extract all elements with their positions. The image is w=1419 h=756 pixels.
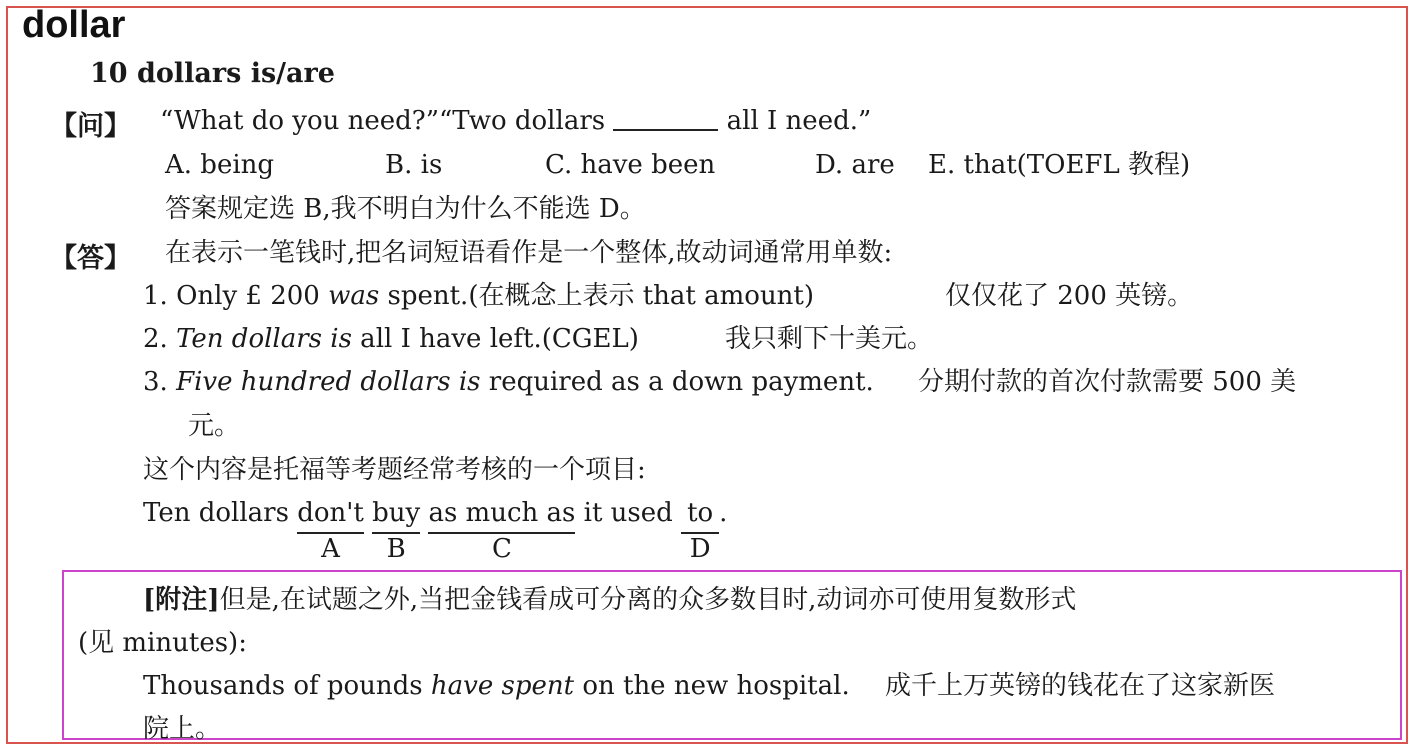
answer-label: 【答】	[50, 243, 131, 274]
example-2: 2. Ten dollars is all I have left.(CGEL)	[143, 324, 639, 354]
note-example-translation: 成千上万英镑的钱花在了这家新医	[885, 671, 1276, 701]
option-c: C. have been	[545, 150, 716, 180]
option-e: E. that(TOEFL 教程)	[928, 150, 1191, 180]
question-followup: 答案规定选 B,我不明白为什么不能选 D。	[165, 194, 646, 224]
usage-heading: 10 dollars is/are	[90, 58, 335, 89]
option-a: A. being	[165, 150, 275, 180]
headword: dollar	[22, 4, 126, 46]
note-text: [附注]但是,在试题之外,当把金钱看成可分离的众多数目时,动词亦可使用复数形式	[143, 585, 1077, 615]
example-3: 3. Five hundred dollars is required as a down payment.	[143, 367, 874, 397]
option-b: B. is	[385, 150, 443, 180]
underline-b: buy B	[372, 498, 421, 564]
note-example-translation-cont: 院上。	[143, 714, 222, 744]
note-example: Thousands of pounds have spent on the new hospital.	[143, 671, 850, 701]
answer-blank	[613, 107, 718, 131]
question-sentence: “What do you need?”“Two dollars all I need.”	[160, 106, 872, 136]
example-3-translation: 分期付款的首次付款需要 500 美	[918, 367, 1297, 397]
underline-d: to D	[681, 496, 719, 534]
example-1-translation: 仅仅花了 200 英镑。	[945, 281, 1194, 311]
option-d: D. are	[815, 150, 895, 180]
test-sentence: Ten dollars don't A buy B as much as C it used to D .	[143, 498, 728, 564]
note-text-cont: (见 minutes):	[78, 628, 247, 658]
question-label: 【问】	[50, 111, 131, 142]
answer-intro: 在表示一笔钱时,把名词短语看作是一个整体,故动词通常用单数:	[165, 238, 893, 268]
example-1: 1. Only £ 200 was spent.(在概念上表示 that amount)	[143, 281, 815, 311]
toefl-note: 这个内容是托福等考题经常考核的一个项目:	[143, 455, 646, 485]
example-2-translation: 我只剩下十美元。	[725, 324, 934, 354]
underline-c: as much as C	[428, 498, 576, 564]
note-label: [附注]	[143, 585, 220, 615]
underline-a: don't A	[297, 498, 364, 564]
example-3-translation-cont: 元。	[188, 411, 241, 441]
